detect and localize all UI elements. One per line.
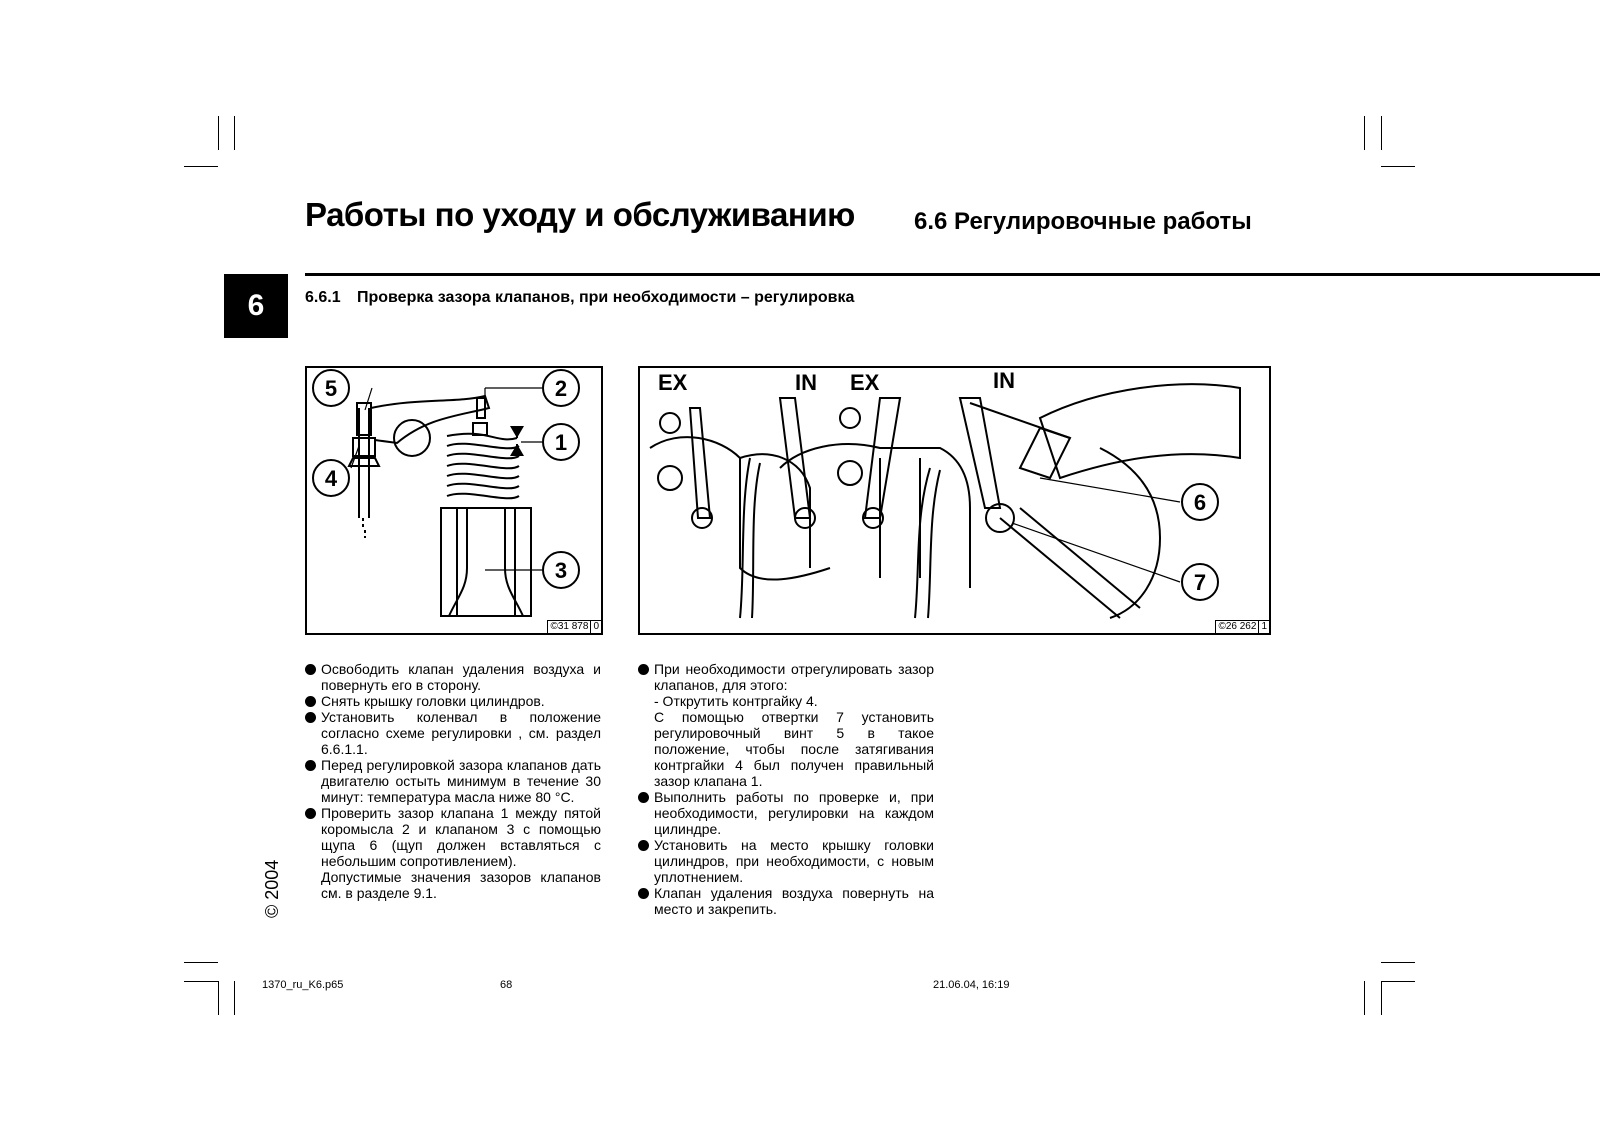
crop-mark — [1381, 981, 1382, 1015]
footer-timestamp: 21.06.04, 16:19 — [933, 979, 1010, 991]
chapter-tab: 6 — [224, 274, 288, 338]
engine-head-illustration — [640, 368, 1269, 633]
callout-4-label: 4 — [324, 466, 338, 491]
callout-1-label: 1 — [554, 430, 568, 455]
crop-mark — [184, 981, 218, 982]
list-note: С помощью отвертки 7 установить регулировочный винт 5 в такое положение, чтобы после затягивания контргайки 4 был получен правильный зазор клапана 1. — [654, 709, 934, 789]
callout-7-label: 7 — [1193, 570, 1207, 595]
left-text-column — [305, 661, 601, 901]
figure-reference — [1215, 620, 1269, 633]
crop-mark — [1364, 981, 1365, 1015]
callout-2-label: 2 — [554, 376, 568, 401]
header-rule — [305, 273, 1600, 276]
list-item: Перед регулировкой зазора клапанов дать двигателю остыть минимум в течение 30 минут: температура масла ниже 80 °C. — [305, 757, 601, 805]
list-step: - Открутить контргайку 4. — [654, 693, 818, 709]
copyright-notice: © 2004 — [262, 859, 282, 918]
crop-mark — [1381, 962, 1415, 963]
list-item: Установить на место крышку головки цилиндров, при необходимости, с новым уплотнением. — [638, 837, 934, 885]
callout-5-label: 5 — [324, 376, 338, 401]
list-item: Снять крышку головки цилиндров. — [305, 693, 601, 709]
list-item: Проверить зазор клапана 1 между пятой коромысла 2 и клапаном 3 с помощью щупа 6 (щуп должен вставляться с небольшим сопротивлением). — [305, 805, 601, 869]
engine-head-figure — [638, 366, 1271, 635]
figure-reference-suffix: 0 — [590, 621, 599, 633]
crop-mark — [1381, 166, 1415, 167]
footer-filename: 1370_ru_K6.p65 — [262, 979, 344, 991]
crop-mark — [1364, 116, 1365, 150]
valve-diagram-figure — [305, 366, 603, 635]
list-item: Освободить клапан удаления воздуха и повернуть его в сторону. — [305, 661, 601, 693]
page-title: Работы по уходу и обслуживанию — [305, 196, 855, 233]
list-item: Выполнить работы по проверке и, при необходимости, регулировки на каждом цилиндре. — [638, 789, 934, 837]
right-text-column — [638, 661, 934, 917]
crop-mark — [234, 981, 235, 1015]
crop-mark — [218, 981, 219, 1015]
crop-mark — [234, 116, 235, 150]
crop-mark — [184, 962, 218, 963]
subsection-title: Проверка зазора клапанов, при необходимости – регулировка — [357, 289, 855, 306]
figure-reference — [547, 620, 601, 633]
crop-mark — [218, 116, 219, 150]
valve-rocker-illustration — [307, 368, 601, 633]
label-ex-1: EX — [658, 370, 688, 395]
figure-reference-number: ©31 878 — [550, 621, 589, 632]
list-item: Установить коленвал в положение согласно схеме регулировки , см. раздел 6.6.1.1. — [305, 709, 601, 757]
label-in-2: IN — [993, 368, 1015, 393]
crop-mark — [1381, 116, 1382, 150]
list-item: При необходимости отрегулировать зазор клапанов, для этого: — [638, 661, 934, 693]
callout-6-label: 6 — [1193, 490, 1207, 515]
figure-reference-suffix: 1 — [1258, 621, 1267, 633]
section-title: 6.6 Регулировочные работы — [914, 208, 1252, 235]
label-ex-2: EX — [850, 370, 880, 395]
label-in-1: IN — [795, 370, 817, 395]
footer-page-number: 68 — [500, 979, 513, 991]
crop-mark — [1381, 981, 1415, 982]
list-note: Допустимые значения зазоров клапанов см. в разделе 9.1. — [321, 869, 601, 901]
crop-mark — [184, 166, 218, 167]
list-item: Клапан удаления воздуха повернуть на место и закрепить. — [638, 885, 934, 917]
subsection-heading — [305, 289, 854, 307]
subsection-number: 6.6.1 — [305, 289, 341, 306]
figure-reference-number: ©26 262 — [1218, 621, 1257, 632]
callout-3-label: 3 — [554, 558, 568, 583]
